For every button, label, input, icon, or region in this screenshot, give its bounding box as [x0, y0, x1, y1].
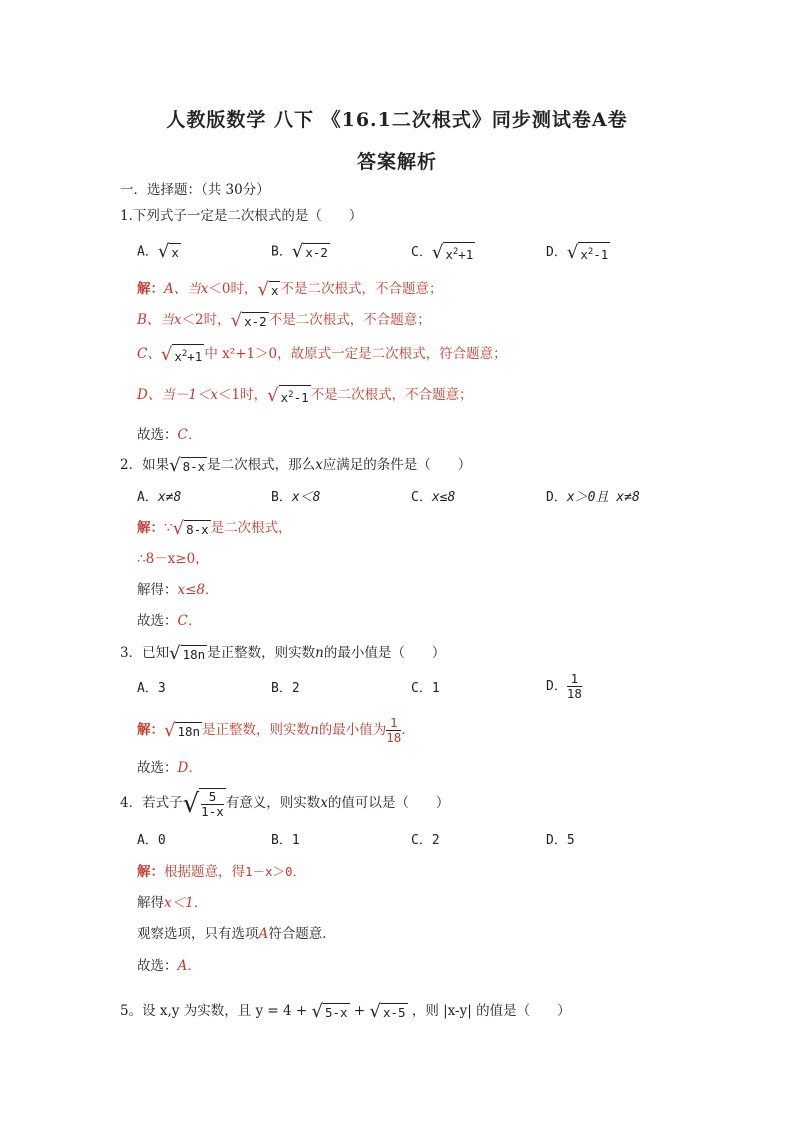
q3-option-c: C．1 — [411, 681, 440, 696]
fraction: $\frac{1}{18}$ — [386, 715, 402, 745]
sqrt-symbol: √ x-5 — [369, 1001, 406, 1022]
fraction: $\frac{5}{1-x}$ — [201, 789, 224, 819]
q4-option-c: C．2 — [411, 833, 440, 848]
sqrt-symbol: √ x-2 — [230, 310, 267, 331]
q2-option-d: D．x＞0且 x≠8 — [546, 490, 640, 505]
q1-solution-d: D、当－1＜x＜1时，√ $x^2-1$ 不是二次根式，不合题意； — [137, 384, 473, 406]
sqrt-symbol: √ 18n — [169, 643, 206, 664]
sqrt-symbol: √ 8-x — [172, 518, 209, 539]
question-3-stem: 3．已知√ 18n 是正整数，则实数n的最小值是（ ） — [120, 643, 446, 664]
q4-option-b: B．1 — [271, 833, 300, 848]
q1-solution-a: 解：A、当x＜0时，√ x 不是二次根式，不合题意； — [137, 279, 443, 300]
question-2-stem: 2．如果√ 8-x 是二次根式，那么x应满足的条件是（ ） — [120, 455, 472, 476]
q1-option-c: C．√ $x^2+1$ — [411, 241, 474, 263]
q2-solution-1: 解：∵√ 8-x 是二次根式， — [137, 518, 292, 539]
question-1-stem: 1.下列式子一定是二次根式的是（ ） — [120, 208, 363, 224]
sqrt-symbol: √ $x^2+1$ — [160, 343, 203, 365]
question-5-stem: 5。设 x,y 为实数，且 y = 4 + √ 5-x + √ x-5 ，则 |x-y| 的值是（ ） — [120, 1001, 571, 1022]
q3-option-a: A．3 — [137, 681, 166, 696]
q3-solution: 解：√ 18n 是正整数，则实数n的最小值为 $\frac{1}{18}$ ． — [137, 715, 415, 745]
q1-solution-c: C、√ $x^2+1$ 中 x²+1＞0，故原式一定是二次根式，符合题意； — [137, 343, 507, 365]
q4-solution-1: 解：根据题意，得1－x＞0． — [137, 864, 306, 880]
sqrt-symbol: √ 18n — [164, 720, 201, 741]
fraction: $\frac{1}{18}$ — [566, 671, 582, 701]
sqrt-symbol: √ x — [257, 279, 279, 300]
sqrt-symbol: √ $x^2-1$ — [267, 384, 309, 406]
q1-answer: 故选：C． — [137, 427, 202, 443]
q4-solution-2: 解得x＜1． — [137, 895, 208, 911]
sqrt-symbol: √ $x^2+1$ — [431, 241, 474, 263]
sqrt-symbol: √ 5-x — [311, 1001, 348, 1022]
q4-solution-3: 观察选项，只有选项A符合题意． — [137, 926, 336, 942]
q3-option-b: B．2 — [271, 681, 300, 696]
q4-option-d: D．5 — [546, 833, 575, 848]
section-heading: 一．选择题：（共 30分） — [120, 182, 270, 198]
sqrt-symbol: √ x — [157, 240, 179, 262]
question-4-stem: 4．若式子√ $\frac{5}{1-x}$ 有意义，则实数x的值可以是（ ） — [120, 788, 450, 819]
q1-option-a: A．√ x — [137, 240, 179, 262]
sqrt-symbol: √ 8-x — [169, 455, 206, 476]
q1-solution-b: B、当x＜2时，√ x-2 不是二次根式，不合题意； — [137, 310, 431, 331]
q3-answer: 故选：D． — [137, 760, 202, 776]
q2-option-b: B．x＜8 — [271, 490, 321, 505]
q4-answer: 故选：A． — [137, 958, 201, 974]
sqrt-symbol: √ x-2 — [291, 240, 328, 262]
sqrt-symbol: √ $\frac{5}{1-x}$ — [182, 788, 224, 819]
q2-solution-2: ∴8－x≥0， — [137, 551, 209, 567]
q3-option-d: D． $\frac{1}{18}$ — [546, 671, 582, 701]
q1-option-b: B．√ x-2 — [271, 240, 328, 262]
q1-option-d: D．√ $x^2-1$ — [546, 241, 609, 263]
sqrt-symbol: √ $x^2-1$ — [566, 241, 609, 263]
page-title: 人教版数学 八下 《16.1二次根式》同步测试卷A卷 — [166, 109, 628, 131]
page-subtitle: 答案解析 — [356, 151, 437, 173]
q2-option-c: C．x≤8 — [411, 490, 456, 505]
q4-option-a: A．0 — [137, 833, 166, 848]
q2-solution-3: 解得：x≤8． — [137, 582, 219, 598]
q2-option-a: A．x≠8 — [137, 490, 182, 505]
q2-answer: 故选：C． — [137, 613, 202, 629]
